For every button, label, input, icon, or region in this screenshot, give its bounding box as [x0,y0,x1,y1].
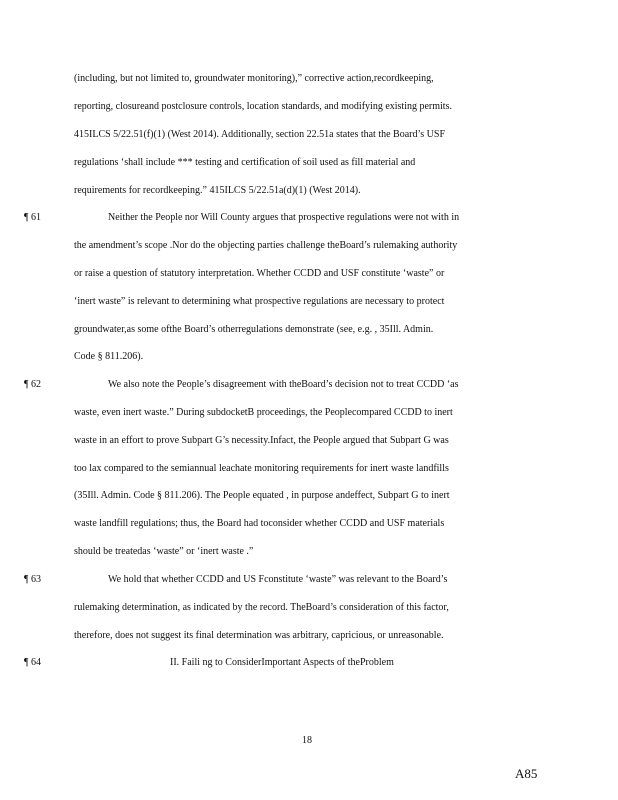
text-line: too lax compared to the semiannual leachate monitoring requirements for inert waste landfills [74,463,449,474]
text-line: therefore, does not suggest its final determination was arbitrary, capricious, or unreasonable. [74,630,444,641]
exhibit-label: A85 [515,766,538,781]
text-line: should be treatedas ‘waste” or ‘inert waste .” [74,546,254,557]
text-line: the amendment’s scope .Nor do the objecting parties challenge theBoard’s rulemaking authority [74,240,458,251]
page-number: 18 [302,735,312,746]
text-line: We hold that whether CCDD and US Fconstitute ‘waste” was relevant to the Board’s [108,574,448,585]
text-line: ‘inert waste” is relevant to determining what prospective regulations are necessary to protect [74,296,445,307]
text-line: Neither the People nor Will County argues that prospective regulations were not with in [108,212,460,223]
text-line: waste in an effort to prove Subpart G’s necessity.Infact, the People argued that Subpart G was [74,435,449,446]
text-line: or raise a question of statutory interpretation. Whether CCDD and USF constitute ‘waste” or [74,268,445,279]
paragraph-number: ¶ 64 [24,657,42,668]
paragraph-number: ¶ 63 [24,574,42,585]
text-line: rulemaking determination, as indicated by the record. TheBoard’s consideration of this factor, [74,602,449,613]
text-line: reporting, closureand postclosure controls, location standards, and modifying existing permits. [74,101,452,112]
text-line: 415ILCS 5/22.51(f)(1) (West 2014). Additionally, section 22.51a states that the Board’s USF [74,129,446,140]
section-heading: II. Faili ng to ConsiderImportant Aspects of theProblem [170,657,394,668]
text-line: We also note the People’s disagreement with theBoard’s decision not to treat CCDD ‘as [108,379,459,390]
text-line: waste landfill regulations; thus, the Board had toconsider whether CCDD and USF materials [74,518,445,529]
paragraph-number: ¶ 61 [24,212,42,223]
text-line: regulations ‘shall include *** testing and certification of soil used as fill material and [74,157,416,168]
text-line: waste, even inert waste.” During subdocketB proceedings, the Peoplecompared CCDD to inert [74,407,453,418]
paragraph-number: ¶ 62 [24,379,42,390]
text-line: (35Ill. Admin. Code § 811.206). The People equated , in purpose andeffect, Subpart G to inert [74,490,450,501]
text-line: requirements for recordkeeping.” 415ILCS 5/22.51a(d)(1) (West 2014). [74,185,361,196]
text-line: (including, but not limited to, groundwater monitoring),” corrective action,recordkeeping, [74,73,434,84]
text-line: Code § 811.206). [74,351,144,362]
text-line: groundwater,as some ofthe Board’s otherregulations demonstrate (see, e.g. , 35Ill. Admin. [74,324,434,335]
